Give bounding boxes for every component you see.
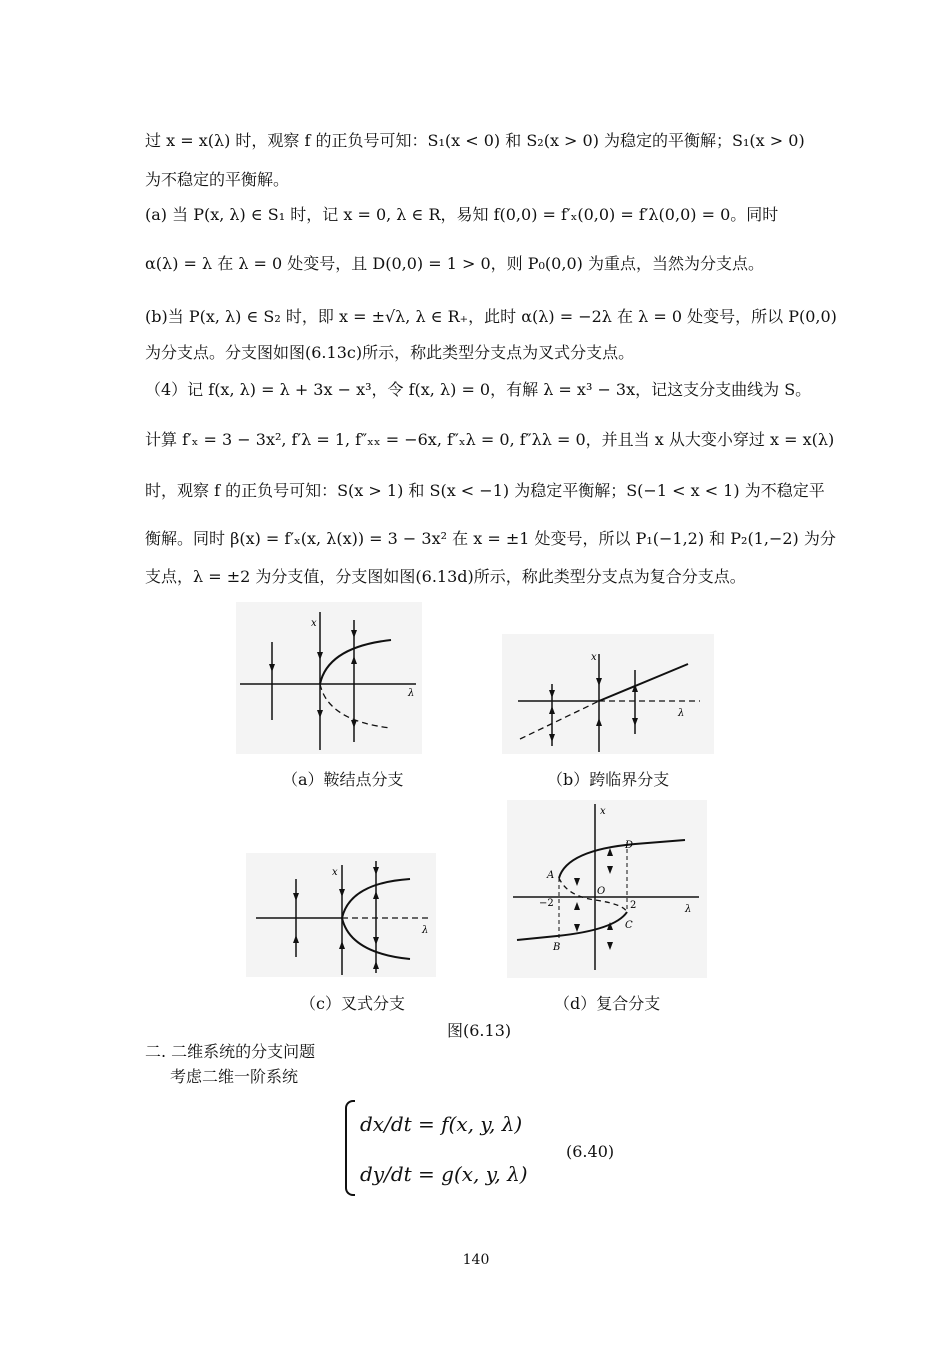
paragraph-line-11: 支点，λ = ±2 为分支值，分支图如图(6.13d)所示，称此类型分支点为复合分支点。	[145, 567, 746, 586]
paragraph-line-8: 计算 f′ₓ = 3 − 3x², f′λ = 1, f″ₓₓ = −6x, f″ₓλ = 0, f″λλ = 0，并且当 x 从大变小穿过 x = x(λ)	[145, 430, 835, 449]
paragraph-line-3: (a) 当 P(x, λ) ∈ S₁ 时，记 x = 0, λ ∈ R，易知 f(0,0) = f′ₓ(0,0) = f′λ(0,0) = 0。同时	[145, 205, 779, 224]
figure-a-caption: （a）鞍结点分支	[282, 770, 404, 789]
lambda-axis-label: λ	[422, 925, 429, 936]
equation-brace	[345, 1100, 355, 1196]
paragraph-line-5: (b)当 P(x, λ) ∈ S₂ 时，即 x = ±√λ, λ ∈ R₊，此时 α(λ) = −2λ 在 λ = 0 处变号，所以 P(0,0)	[145, 307, 837, 326]
paragraph-line-4: α(λ) = λ 在 λ = 0 处变号，且 D(0,0) = 1 > 0，则 P₀(0,0) 为重点，当然为分支点。	[145, 254, 764, 273]
paragraph-line-1: 过 x = x(λ) 时，观察 f 的正负号可知：S₁(x < 0) 和 S₂(x > 0) 为稳定的平衡解；S₁(x > 0)	[145, 131, 805, 150]
point-A: A	[547, 870, 555, 881]
figure-main-caption: 图(6.13)	[447, 1021, 512, 1040]
lambda-axis-label: λ	[678, 708, 685, 719]
paragraph-line-9: 时，观察 f 的正负号可知：S(x > 1) 和 S(x < −1) 为稳定平衡解；S(−1 < x < 1) 为不稳定平	[145, 481, 825, 500]
paragraph-line-6: 为分支点。分支图如图(6.13c)所示，称此类型分支点为叉式分支点。	[145, 343, 635, 362]
figure-a-saddle-node	[236, 602, 422, 754]
equation-line-1: dx/dt = f(x, y, λ)	[360, 1112, 523, 1136]
figure-c-caption: （c）叉式分支	[300, 994, 405, 1013]
figure-d-caption: （d）复合分支	[554, 994, 661, 1013]
section-heading: 二. 二维系统的分支问题	[145, 1042, 316, 1061]
section-intro: 考虑二维一阶系统	[170, 1067, 299, 1086]
tick-neg2: −2	[539, 898, 554, 909]
lambda-axis-label: λ	[685, 904, 692, 915]
figure-b-transcritical	[502, 634, 714, 754]
point-O: O	[597, 886, 606, 897]
x-axis-label: x	[591, 652, 597, 663]
paragraph-line-7: （4）记 f(x, λ) = λ + 3x − x³，令 f(x, λ) = 0，有解 λ = x³ − 3x，记这支分支曲线为 S。	[145, 380, 812, 399]
point-D: D	[625, 840, 634, 851]
x-axis-label: x	[332, 867, 338, 878]
tick-pos2: 2	[630, 900, 637, 911]
equation-line-2: dy/dt = g(x, y, λ)	[360, 1162, 528, 1186]
figure-b-caption: （b）跨临界分支	[547, 770, 670, 789]
figure-c-pitchfork	[246, 853, 436, 977]
paragraph-line-2: 为不稳定的平衡解。	[145, 170, 290, 189]
paragraph-line-10: 衡解。同时 β(x) = f′ₓ(x, λ(x)) = 3 − 3x² 在 x = ±1 处变号，所以 P₁(−1,2) 和 P₂(1,−2) 为分	[145, 529, 836, 548]
x-axis-label: x	[600, 806, 606, 817]
equation-number: (6.40)	[566, 1142, 615, 1161]
figure-d-compound	[507, 800, 707, 978]
x-axis-label: x	[311, 618, 317, 629]
point-C: C	[625, 920, 633, 931]
point-B: B	[553, 942, 561, 953]
page-number: 140	[462, 1252, 490, 1268]
lambda-axis-label: λ	[408, 688, 415, 699]
